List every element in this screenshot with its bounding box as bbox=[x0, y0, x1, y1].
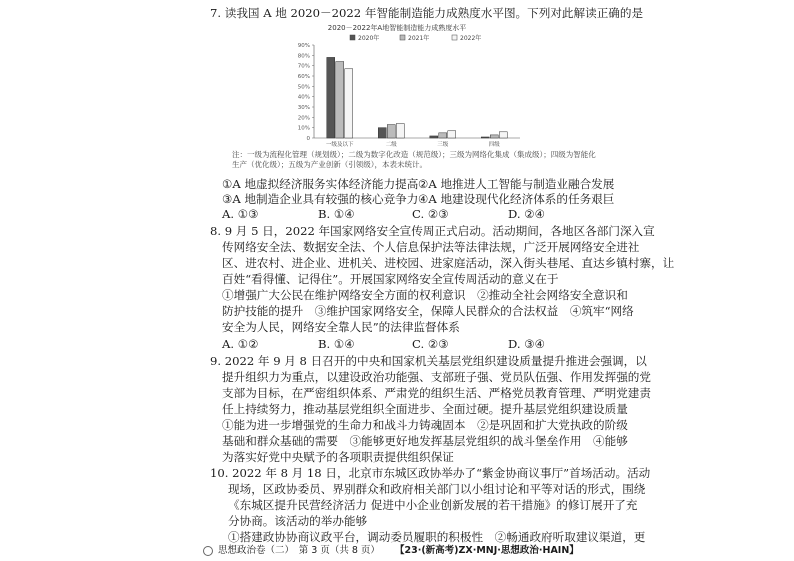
q10-line-5: ①搭建政协协商议政平台，调动委员履职的积极性 ②畅通政府听取建议渠道，更 bbox=[228, 530, 646, 544]
legend-swatch-2 bbox=[452, 35, 457, 40]
bar-3-0 bbox=[481, 137, 489, 138]
x-tick-label-1: 二级 bbox=[385, 142, 397, 148]
q9-line-1: 9. 2022 年 9 月 8 日召开的中央和国家机关基层党组织建设质量提升推进会强调，以 bbox=[210, 354, 647, 368]
q9-line-5: ①能为进一步增强党的生命力和战斗力铸魂固本 ②是巩固和扩大党执政的阶级 bbox=[222, 418, 628, 432]
y-tick-label-2: 20% bbox=[297, 115, 310, 122]
q7-option-4: ④A 地建设现代化经济体系的任务艰巨 bbox=[418, 192, 615, 206]
x-tick-label-2: 三级 bbox=[437, 142, 449, 148]
bar-2-0 bbox=[430, 136, 438, 138]
bar-2-2 bbox=[448, 131, 456, 138]
y-tick-label-7: 70% bbox=[297, 63, 310, 70]
legend-swatch-1 bbox=[400, 35, 405, 40]
q7-option-2: ②A 地推进人工智能与制造业融合发展 bbox=[418, 177, 615, 191]
q10-line-3: 《东城区提升民营经济活力 促进中小企业创新发展的若干措施》的修订展开了充 bbox=[228, 498, 638, 512]
q8-line-4: 百姓“看得懂、记得住”。开展国家网络安全宣传周活动的意义在于 bbox=[222, 272, 559, 286]
q7-note-line2: 生产（优化级）；五级为产业创新（引领级），本表未统计。 bbox=[232, 160, 427, 169]
q9-line-4: 任上持续努力，推动基层党组织全面进步、全面过硬。提升基层党组织建设质量 bbox=[222, 402, 628, 416]
y-tick-label-5: 50% bbox=[297, 84, 310, 91]
q10-line-2: 现场，区政协委员、界别群众和政府相关部门以小组讨论和平等对话的形式，围绕 bbox=[228, 482, 646, 496]
chart-bars bbox=[326, 57, 507, 148]
bar-1-0 bbox=[378, 128, 386, 138]
y-tick-label-4: 40% bbox=[297, 94, 310, 101]
q7-choice-d[interactable]: D. ②④ bbox=[508, 207, 546, 221]
q10-line-1: 10. 2022 年 8 月 18 日，北京市东城区政协举办了“紫金协商议事厅”首场活动。活动 bbox=[210, 466, 651, 480]
footer-right: 【23·(新高考)ZX·MNJ·思想政治·HAIN】 bbox=[395, 545, 579, 556]
y-tick-label-3: 30% bbox=[297, 105, 310, 111]
q7-choice-a[interactable]: A. ①③ bbox=[222, 207, 259, 221]
bar-1-1 bbox=[387, 125, 395, 138]
q8-choice-d[interactable]: D. ③④ bbox=[508, 337, 546, 351]
q8-line-1: 8. 9 月 5 日，2022 年国家网络安全宣传周正式启动。活动期间，各地区各部门深入宣 bbox=[210, 224, 655, 238]
y-tick-label-8: 80% bbox=[297, 53, 310, 60]
q9-line-3: 支部为目标，在严密组织体系、严肃党的组织生活、严格党员教育管理、严明党建责 bbox=[222, 386, 651, 400]
y-tick-label-6: 60% bbox=[297, 74, 310, 80]
legend-swatch-0 bbox=[350, 35, 355, 40]
q10-line-4: 分协商。该活动的举办能够 bbox=[228, 514, 368, 528]
q8-choice-a[interactable]: A. ①② bbox=[222, 337, 259, 351]
chart-legend bbox=[350, 34, 481, 42]
y-tick-label-1: 10% bbox=[297, 125, 310, 132]
q7-option-1: ①A 地虚拟经济服务实体经济能力提高 bbox=[222, 177, 419, 191]
bar-0-1 bbox=[336, 62, 344, 138]
q7-stem: 7. 读我国 A 地 2020－2022 年智能制造能力成熟度水平图。下列对此解读正确的是 bbox=[210, 6, 644, 20]
bar-0-0 bbox=[327, 57, 335, 138]
bar-0-2 bbox=[345, 69, 353, 138]
q8-line-5: ①增强广大公民在维护网络安全方面的权利意识 ②推动全社会网络安全意识和 bbox=[222, 288, 628, 302]
q8-line-3: 区、进农村、进企业、进机关、进校园、进家庭活动，深入街头巷尾、直达乡镇村寨，让 bbox=[222, 256, 675, 270]
bar-3-2 bbox=[499, 132, 507, 138]
q7-choice-c[interactable]: C. ②③ bbox=[412, 207, 449, 221]
circle-mark-icon bbox=[203, 546, 213, 556]
q8-line-2: 传网络安全法、数据安全法、个人信息保护法等法律法规，广泛开展网络安全进社 bbox=[222, 240, 640, 254]
q7-note-line1: 注：一级为流程化管理（规划级）；二级为数字化改造（规范级）；三级为网络化集成（集成级）；四级为智能化 bbox=[232, 150, 596, 159]
q8-choice-b[interactable]: B. ①④ bbox=[318, 337, 355, 351]
q9-line-7: 为落实好党中央赋予的各项职责提供组织保证 bbox=[222, 450, 454, 464]
x-tick-label-0: 一级及以下 bbox=[325, 142, 354, 148]
q9-line-6: 基础和群众基础的需要 ③能够更好地发挥基层党组织的战斗堡垒作用 ④能够 bbox=[222, 434, 628, 448]
legend-label-2: 2022年 bbox=[460, 35, 482, 42]
y-tick-label-0: 0 bbox=[306, 136, 310, 142]
bar-2-1 bbox=[439, 133, 447, 138]
q7-option-3: ③A 地制造企业具有较强的核心竞争力 bbox=[222, 192, 419, 206]
chart-title: 2020－2022年A地智能制造能力成熟度水平 bbox=[327, 24, 467, 32]
q7-choice-b[interactable]: B. ①④ bbox=[318, 207, 355, 221]
legend-label-0: 2020年 bbox=[358, 35, 380, 42]
bar-chart bbox=[0, 20, 794, 170]
bar-3-1 bbox=[490, 135, 498, 138]
q8-line-6: 防护技能的提升 ③维护国家网络安全，保障人民群众的合法权益 ④筑牢“网络 bbox=[222, 304, 634, 318]
q9-line-2: 提升组织力为重点，以建设政治功能强、支部班子强、党员队伍强、作用发挥强的党 bbox=[222, 370, 651, 384]
bar-1-2 bbox=[396, 124, 404, 138]
q8-line-7: 安全为人民，网络安全靠人民”的法律监督体系 bbox=[222, 320, 460, 334]
q8-choice-c[interactable]: C. ②③ bbox=[412, 337, 449, 351]
y-tick-label-9: 90% bbox=[297, 43, 310, 49]
x-tick-label-3: 四级 bbox=[488, 142, 500, 148]
footer-left: 思想政治卷（二） 第 3 页（共 8 页） bbox=[218, 545, 380, 556]
legend-label-1: 2021年 bbox=[408, 35, 430, 42]
